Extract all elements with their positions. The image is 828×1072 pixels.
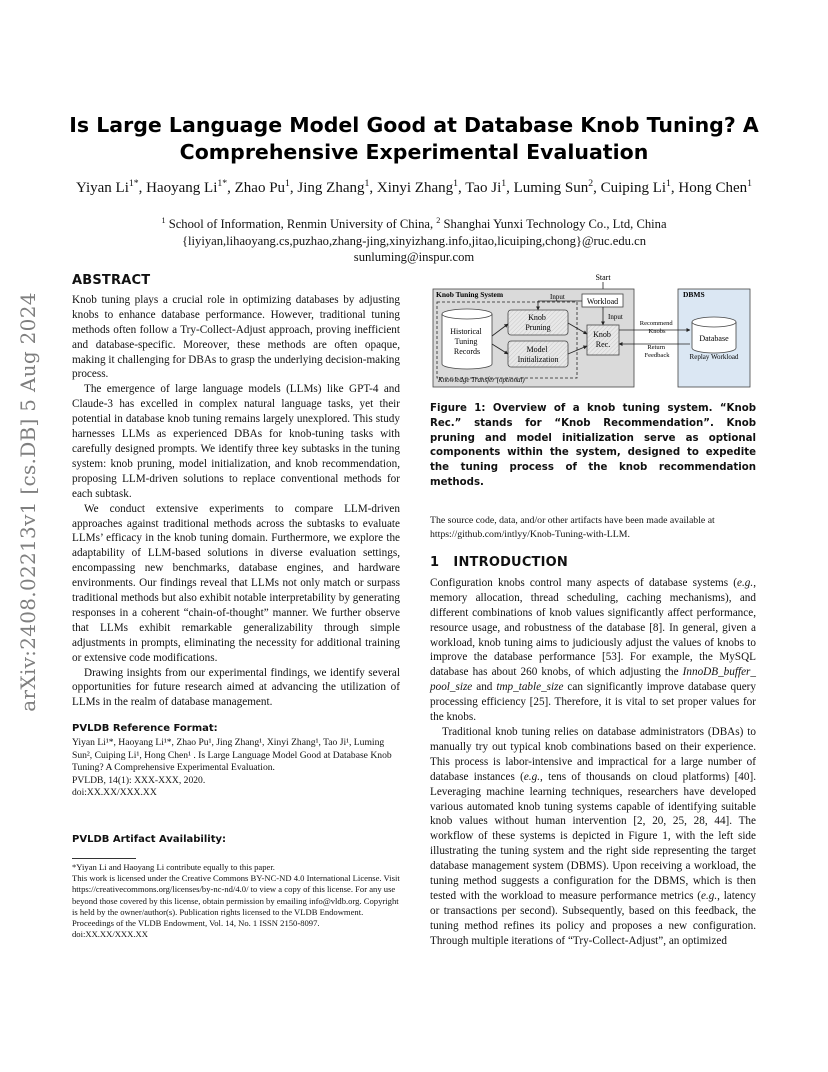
footnote-license: This work is licensed under the Creative Commons BY-NC-ND 4.0 International License. Visit https://creativecommons.org/licenses/by-nc-nd/4.0/ to view a copy of this license. For any use beyond those covered by this license, obtain permission by emailing info@vldb.org. Copyright is held by the owner/author(s). Publication rights licensed to the VLDB Endowment. xyxy=(72,873,400,917)
knob-tuning-system-label: Knob Tuning System xyxy=(436,290,504,299)
author-name: Luming Sun$^2$ xyxy=(513,178,594,196)
abstract-paragraph: The emergence of large language models (LLMs) like GPT-4 and Claude-3 has excelled in complex natural language tasks, yet their potential in database knob tuning remains largely unexplored. This study harnesses LLMs as experienced DBAs for knob-tuning tasks with carefully designed prompts. We identify three key subtasks in the tuning system: knob pruning, model initialization, and knob recommendation, proposing LLM-driven solutions to replace conventional methods for each subtask. xyxy=(72,383,400,500)
knob-rec-label: Knob Rec. xyxy=(593,330,611,349)
reference-format-doi: doi:XX.XX/XXX.XX xyxy=(72,787,157,799)
figure-knob-tuning-system xyxy=(428,268,758,390)
artifact-availability-text: The source code, data, and/or other artifacts have been made available at https://github.com/intlyy/Knob-Tuning-with-LLM. xyxy=(430,515,715,540)
left-column xyxy=(72,274,400,710)
intro-paragraph-1: Configuration knobs control many aspects of database systems (e.g., memory allocation, thread scheduling, caching mechanisms), and different combinations of knob values significantly affect performance, resource usage, and robustness of the database [8]. In general, given a workload, knob tuning aims to judiciously adjust the values of knobs to improve the database performance [53]. For example, the MySQL database has about 260 knobs, of which adjusting the InnoDB_buffer_ pool_size and tmp_table_size can significantly improve database query processing efficiency [25]. Therefore, it is vital to set proper values for the knobs. xyxy=(430,576,756,724)
abstract-paragraph: We conduct extensive experiments to compare LLM-driven approaches against traditional methods across the subtasks to evaluate LLMs’ efficacy in the knob tuning domain. Furthermore, we explore the adaptability of LLM-based solutions in diverse evaluation settings, encompassing new benchmarks, database engines, and hardware environments. Our findings reveal that LLMs not only match or surpass traditional methods but also exhibit notable interpretability by generating responses in a coherent “chain-of-thought” manner. We further observe that LLMs exhibit remarkable generalizability through simple adjustments in prompts, eliminating the necessity for additional training or extensive code modifications. xyxy=(72,502,400,664)
input-label-2: Input xyxy=(608,313,623,321)
reference-format-authors: Yiyan Li¹*, Haoyang Li¹*, Zhao Pu¹, Jing Zhang¹, Xinyi Zhang¹, Tao Ji¹, Luming Sun², Cuiping Li¹, Hong Chen¹ . Is Large Language Model Good at Database Knob Tuning? A Comprehensive Experimental Evaluation. xyxy=(72,737,392,774)
model-initialization-label: Model Initialization xyxy=(517,345,559,364)
arxiv-identifier: arXiv:2408.02213v1 [cs.DB] 5 Aug 2024 xyxy=(16,292,40,712)
reference-format xyxy=(72,723,400,799)
footnotes xyxy=(72,862,402,940)
author-name: Hong Chen$^1$ xyxy=(678,178,753,196)
abstract-paragraph: Drawing insights from our experimental findings, we identify several opportunities for future research aimed at advancing the utilization of LLMs in the realm of database management. xyxy=(72,666,400,709)
paper-title: Is Large Language Model Good at Database Knob Tuning? A Comprehensive Experimental Evaluation xyxy=(69,113,759,164)
footnote-doi: doi:XX.XX/XXX.XX xyxy=(72,929,148,940)
author-name: Yiyan $Li^{1*}$ xyxy=(75,178,139,196)
knob-pruning-label: Knob Pruning xyxy=(525,313,551,332)
author-name: Xinyi Zhang$^1$ xyxy=(376,178,458,196)
figure-caption: Figure 1: Overview of a knob tuning system. “Knob Rec.” stands for “Knob Recommendation”. Knob pruning and model initialization serve as optional components within the system, designed to expedite the tuning process of the knob recommendation methods. xyxy=(430,403,756,488)
author-name: Haoyang $Li^{1*}$ xyxy=(146,178,228,196)
introduction-heading: 1 INTRODUCTION xyxy=(430,555,568,570)
workload-label: Workload xyxy=(586,297,619,306)
intro-paragraph-2: Traditional knob tuning relies on database administrators (DBAs) to manually try out typical knob combinations based on their experience. This process is labor-intensive and impractical for a large number of database instances (e.g., tens of thousands on cloud platforms) [40]. Leveraging machine learning techniques, researchers have developed various automated knob tuning systems capable of identifying suitable knob values without human intervention [2, 20, 25, 28, 44]. The workflow of these systems is depicted in Figure 1, with the left side illustrating the tuning system and the right side representing the target database management system (DBMS). Upon receiving a workload, the tuning method suggests a configuration for the DBMS, which is then tested with the workload to measure performance metrics (e.g., latency or transactions per second). Subsequently, based on this feedback, the tuning method refines its policy and proposes a new configuration. Through multiple iterations of “Try-Collect-Adjust”, an optimized xyxy=(430,725,757,947)
author-name: Tao Ji$^1$ xyxy=(465,178,507,196)
footnote-equal-contribution: *Yiyan Li and Haoyang Li contribute equally to this paper. xyxy=(72,862,275,872)
abstract-body xyxy=(72,293,400,710)
historical-records-label: Historical Tuning Records xyxy=(450,327,482,356)
author-name: Zhao Pu$^1$ xyxy=(234,178,290,196)
footnote-proceedings: Proceedings of the VLDB Endowment, Vol. 14, No. 1 ISSN 2150-8097. xyxy=(72,918,320,929)
recommend-knobs-label: Recommend Knobs xyxy=(639,320,673,335)
footnote-rule xyxy=(72,858,136,859)
dbms-label: DBMS xyxy=(683,290,705,299)
affiliation-line: $^1$ School of Information, Renmin University of China, $^2$ Shanghai Yunxi Technology Co., Ltd, China xyxy=(161,215,667,231)
email-line-2: sunluming@inspur.com xyxy=(353,250,475,264)
right-column xyxy=(430,556,756,949)
affiliations xyxy=(70,216,758,266)
author-list: Yiyan $Li^{1*}$, Haoyang $Li^{1*}$, Zhao Pu$^1$, Jing Zhang$^1$, Xinyi Zhang$^1$, Tao Ji$^1$, Luming Sun$^2$, Cuiping Li$^1$, Hong Chen$^1$ xyxy=(75,178,753,196)
input-label-1: Input xyxy=(550,293,565,301)
replay-workload-label: Replay Workload xyxy=(689,353,739,361)
figure-start-label: Start xyxy=(595,273,611,282)
artifact-heading: PVLDB Artifact Availability: xyxy=(72,834,227,845)
author-name: Jing Zhang$^1$ xyxy=(297,178,370,196)
abstract-paragraph: Knob tuning plays a crucial role in optimizing databases by adjusting knobs to enhance database performance. However, traditional tuning methods often follow a Try-Collect-Adjust approach, proving inefficient and database-specific. Moreover, these methods are often opaque, making it challenging for DBAs to grasp the underlying decision-making process. xyxy=(72,293,400,381)
reference-format-venue: PVLDB, 14(1): XXX-XXX, 2020. xyxy=(72,774,206,786)
author-name: Cuiping Li$^1$ xyxy=(600,178,671,196)
return-feedback-label: Return Feedback xyxy=(644,344,670,359)
database-label: Database xyxy=(699,334,729,343)
abstract-heading: ABSTRACT xyxy=(72,273,151,288)
email-line: {liyiyan,lihaoyang.cs,puzhao,zhang-jing,xinyizhang.info,jitao,licuiping,chong}@ruc.edu.cn xyxy=(181,233,646,248)
reference-format-heading: PVLDB Reference Format: xyxy=(72,723,218,734)
knowledge-transfer-label: Knowledge Transfer (optional) xyxy=(438,376,525,384)
